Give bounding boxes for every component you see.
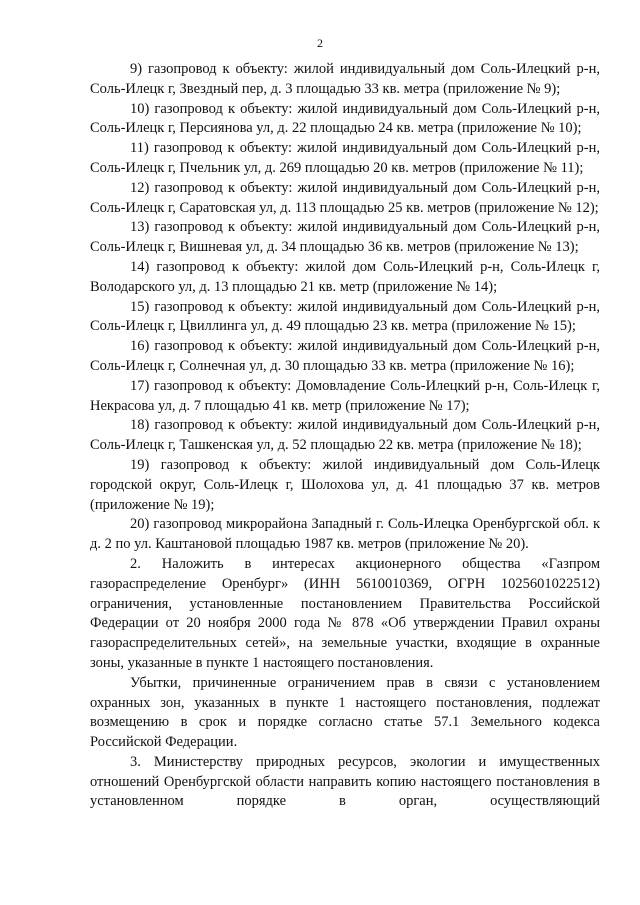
paragraph-item-17: 17) газопровод к объекту: Домовладение Соль-Илецкий р-н, Соль-Илецк г, Некрасова ул, д. 7 площадью 41 кв. метр (приложение № 17); <box>90 377 600 414</box>
page-number: 2 <box>317 36 323 50</box>
paragraph-item-15: 15) газопровод к объекту: жилой индивидуальный дом Соль-Илецкий р-н, Соль-Илецк г, Цвиллинга ул, д. 49 площадью 23 кв. метра (приложение № 15); <box>90 298 600 335</box>
paragraph-section-3: 3. Министерству природных ресурсов, экологии и имущественных отношений Оренбургской области направить копию настоящего постановления в установленном порядке в орган, осуществляющий <box>90 753 600 810</box>
paragraph-item-20: 20) газопровод микрорайона Западный г. Соль-Илецка Оренбургской обл. к д. 2 по ул. Каштановой площадью 1987 кв. метров (приложение № 20). <box>90 516 600 553</box>
document-body <box>90 60 600 812</box>
paragraph-item-10: 10) газопровод к объекту: жилой индивидуальный дом Соль-Илецкий р-н, Соль-Илецк г, Персиянова ул, д. 22 площадью 24 кв. метра (приложение № 10); <box>90 100 600 137</box>
paragraph-item-14: 14) газопровод к объекту: жилой дом Соль-Илецкий р-н, Соль-Илецк г, Володарского ул, д. 13 площадью 21 кв. метр (приложение № 14); <box>90 258 600 295</box>
paragraph-item-13: 13) газопровод к объекту: жилой индивидуальный дом Соль-Илецкий р-н, Соль-Илецк г, Вишневая ул, д. 34 площадью 36 кв. метров (приложение № 13); <box>90 219 600 256</box>
paragraph-item-11: 11) газопровод к объекту: жилой индивидуальный дом Соль-Илецкий р-н, Соль-Илецк г, Пчельник ул, д. 269 площадью 20 кв. метров (приложение № 11); <box>90 140 600 176</box>
paragraph-item-12: 12) газопровод к объекту: жилой индивидуальный дом Соль-Илецкий р-н, Соль-Илецк г, Саратовская ул, д. 113 площадью 25 кв. метров (приложение № 12); <box>90 179 600 216</box>
paragraph-damages: Убытки, причиненные ограничением прав в связи с установлением охранных зон, указанных в пункте 1 настоящего постановления, подлежат возмещению в срок и порядке согласно статье 57.1 Земельного кодекса Российской Федерации. <box>90 674 600 751</box>
paragraph-item-16: 16) газопровод к объекту: жилой индивидуальный дом Соль-Илецкий р-н, Соль-Илецк г, Солнечная ул, д. 30 площадью 33 кв. метра (приложение № 16); <box>90 338 600 374</box>
paragraph-item-9: 9) газопровод к объекту: жилой индивидуальный дом Соль-Илецкий р-н, Соль-Илецк г, Звездный пер, д. 3 площадью 33 кв. метра (приложение № 9); <box>90 61 600 97</box>
paragraph-item-19: 19) газопровод к объекту: жилой индивидуальный дом Соль-Илецк городской округ, Соль-Илецк г, Шолохова ул, д. 41 площадью 37 кв. метров (приложение № 19); <box>90 456 600 513</box>
paragraph-section-2: 2. Наложить в интересах акционерного общества «Газпром газораспределение Оренбург» (ИНН 5610010369, ОГРН 1025601022512) ограничения, установленные постановлением Правительства Российской Федерации от 20 ноября 2000 года № 878 «Об утверждении Правил охраны газораспределительных сетей», на земельные участки, входящие в охранные зоны, указанные в пункте 1 настоящего постановления. <box>90 555 600 671</box>
paragraph-item-18: 18) газопровод к объекту: жилой индивидуальный дом Соль-Илецкий р-н, Соль-Илецк г, Ташкенская ул, д. 52 площадью 22 кв. метра (приложение № 18); <box>90 417 600 454</box>
